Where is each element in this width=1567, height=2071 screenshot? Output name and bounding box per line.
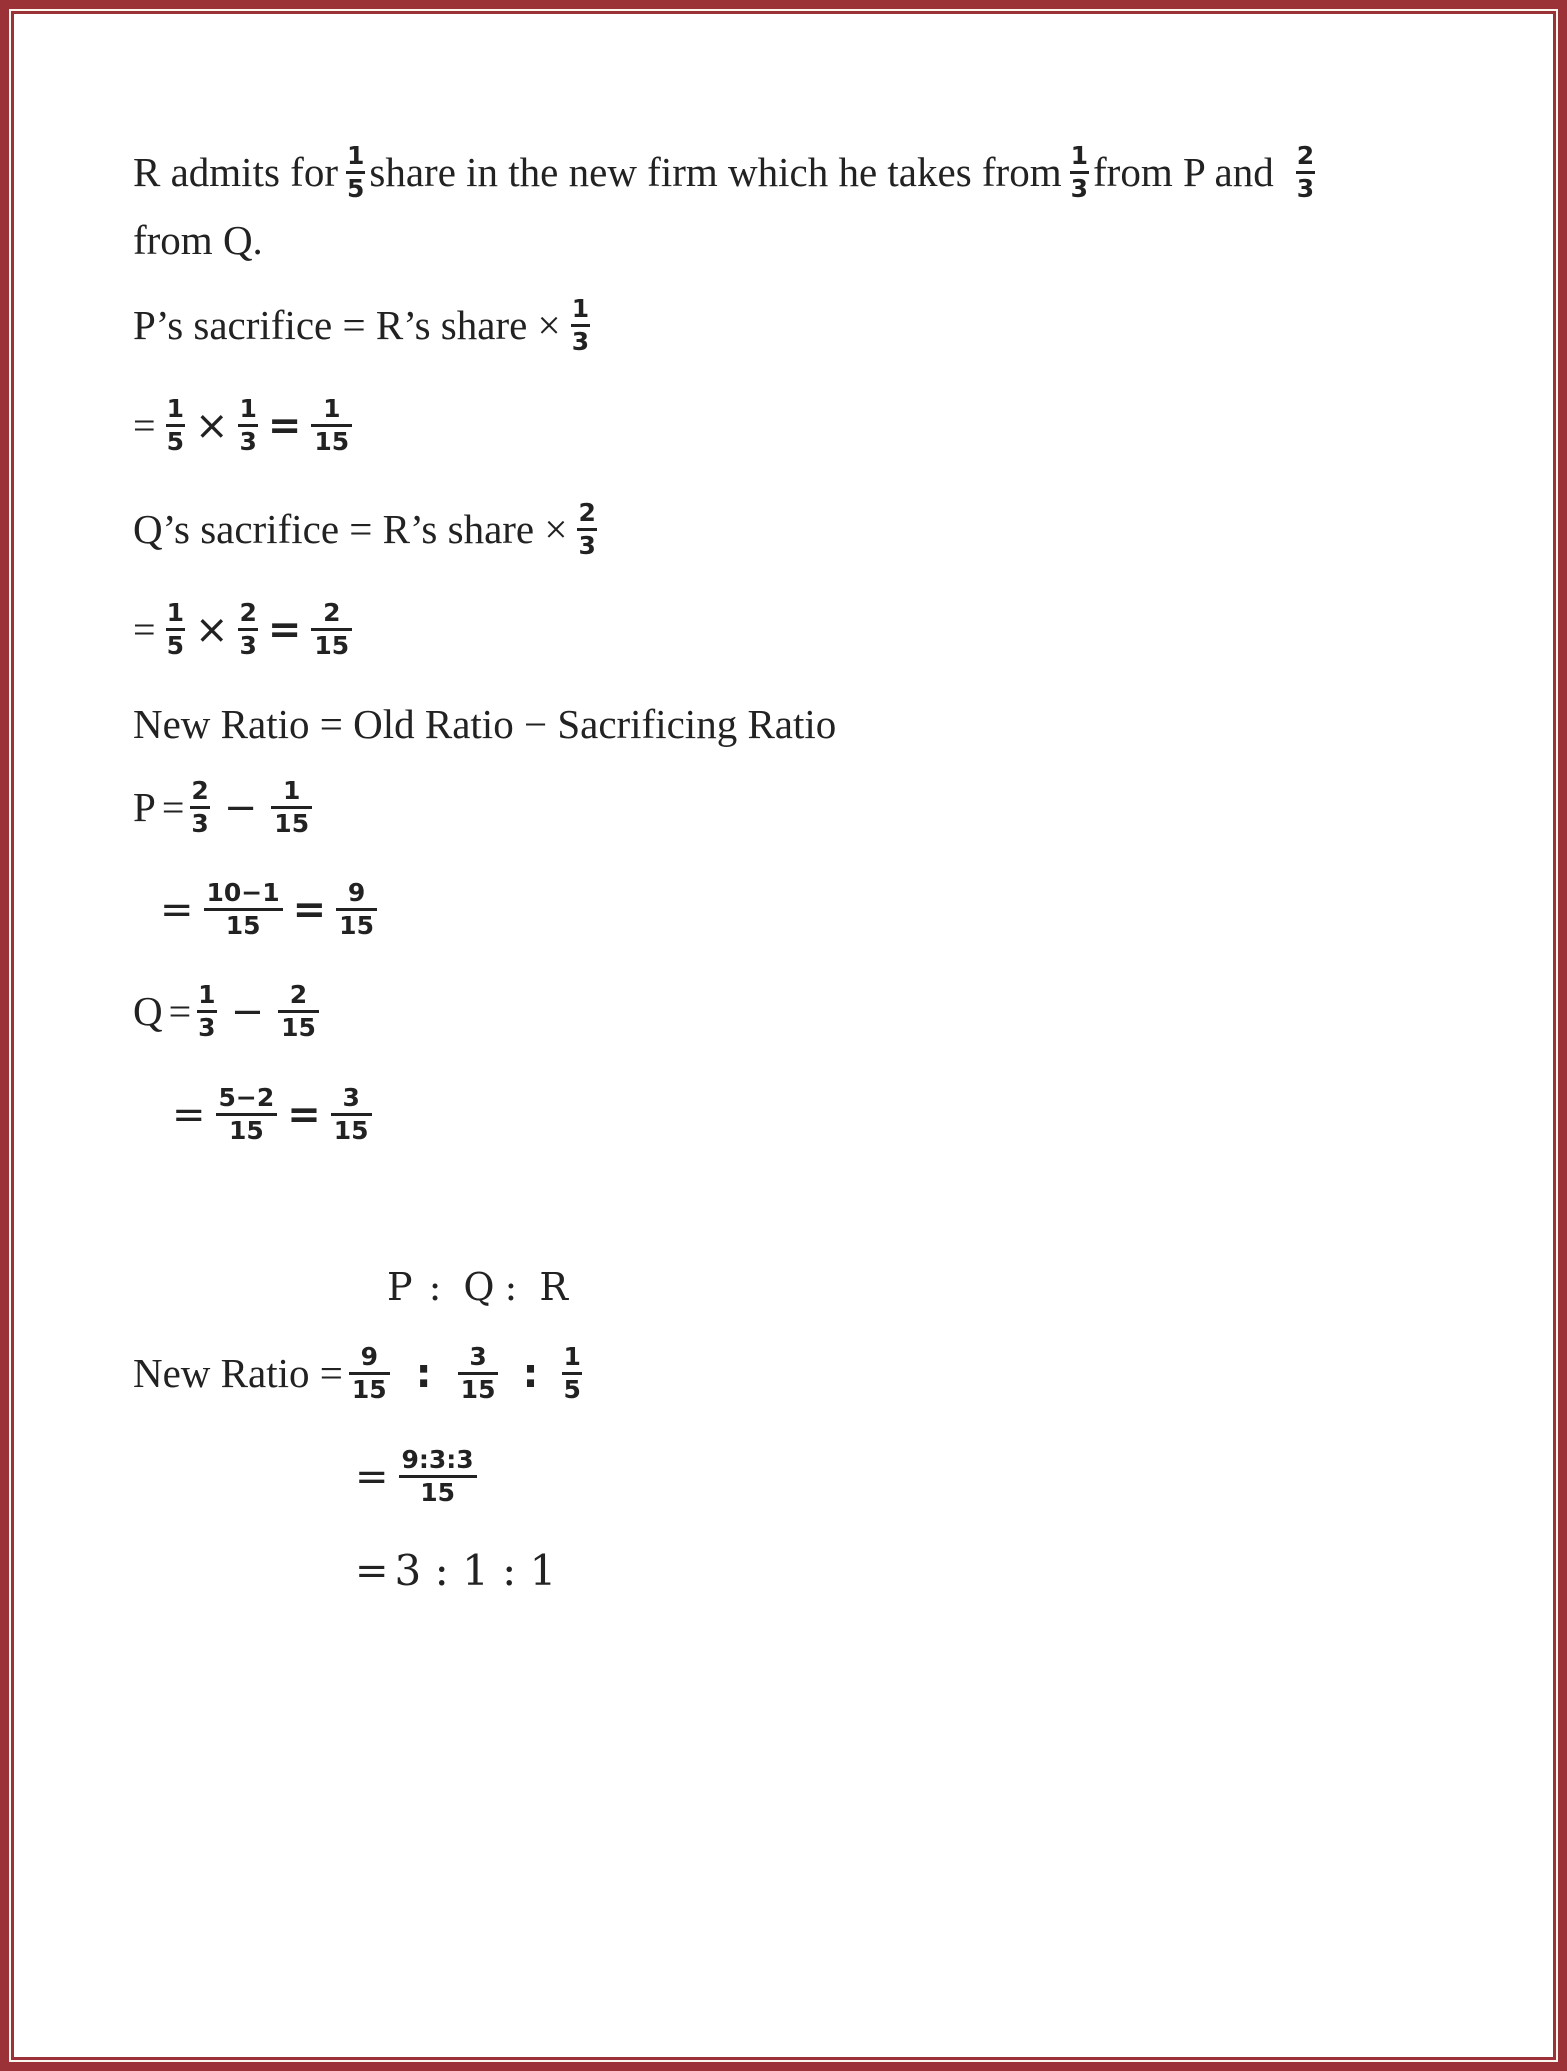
final-ratio-value: 3 : 1 : 1: [394, 1546, 557, 1595]
p-new-ratio-step: = $\frac{10-1}{15}$ = $\frac{9}{15}$: [160, 880, 381, 940]
q-sacrifice-label: Q’s sacrifice = R’s share ×: [133, 506, 568, 553]
q-new-ratio-step: = $\frac{5-2}{15}$ = $\frac{3}{15}$: [172, 1085, 376, 1145]
fraction: $\frac{1}{5}$: [166, 598, 184, 661]
fraction-r-share: $\frac{1}{5}$: [346, 141, 365, 204]
intro-text-4: from Q.: [133, 217, 263, 263]
q-new-ratio-calc: Q = $\frac{1}{3}$ − $\frac{2}{15}$: [133, 982, 323, 1042]
formula-line: [133, 701, 837, 747]
q-sacrifice-line: [133, 500, 601, 560]
intro-text-1: R admits for: [133, 149, 338, 196]
fraction: $\frac{2}{3}$: [191, 776, 209, 839]
p-sacrifice-calc: = $\frac{1}{5}$ × $\frac{1}{3}$ = $\frac{1}{15}$: [133, 396, 356, 456]
fraction: $\frac{10-1}{15}$: [204, 880, 283, 940]
p-sacrifice-label: P’s sacrifice = R’s share ×: [133, 302, 561, 349]
fraction: $\frac{2}{3}$: [239, 598, 257, 661]
intro-text-2: share in the new firm which he takes from: [369, 149, 1062, 196]
fraction: $\frac{1}{5}$: [166, 394, 184, 457]
p-new-ratio-calc: P = $\frac{2}{3}$ − $\frac{1}{15}$: [133, 778, 316, 838]
new-ratio-step: = $\frac{9:3:3}{15}$: [355, 1447, 481, 1507]
intro-line-1: [133, 143, 1319, 203]
fraction-from-p: $\frac{1}{3}$: [1070, 141, 1089, 204]
fraction-p: $\frac{9}{15}$: [349, 1344, 390, 1404]
new-ratio-line: New Ratio = $\frac{9}{15}$ : $\frac{3}{15}$ : $\frac{1}{5}$: [133, 1342, 581, 1405]
fraction: $\frac{1}{3}$: [239, 394, 257, 457]
fraction-result: $\frac{3}{15}$: [331, 1085, 372, 1145]
fraction-result: $\frac{2}{15}$: [311, 600, 352, 660]
intro-line-2: [133, 217, 263, 263]
q-sacrifice-calc: = $\frac{1}{5}$ × $\frac{2}{3}$ = $\frac{2}{15}$: [133, 600, 356, 660]
fraction-result: $\frac{9}{15}$: [336, 880, 377, 940]
fraction-q: $\frac{3}{15}$: [458, 1344, 499, 1404]
fraction: $\frac{1}{15}$: [271, 778, 312, 838]
fraction: $\frac{1}{3}$: [198, 980, 216, 1043]
fraction-from-q: $\frac{2}{3}$: [1296, 141, 1315, 204]
fraction-r: $\frac{1}{5}$: [563, 1342, 581, 1405]
fraction-result: $\frac{1}{15}$: [311, 396, 352, 456]
intro-text-3: from P and: [1093, 149, 1274, 196]
fraction: $\frac{2}{3}$: [578, 498, 596, 561]
new-ratio-final: = 3 : 1 : 1: [355, 1546, 557, 1595]
p-sacrifice-line: [133, 296, 594, 356]
ratio-header: P : Q : R: [387, 1265, 568, 1309]
fraction: $\frac{1}{3}$: [571, 294, 590, 357]
fraction: $\frac{2}{15}$: [278, 982, 319, 1042]
fraction: $\frac{9:3:3}{15}$: [399, 1447, 477, 1507]
fraction: $\frac{5-2}{15}$: [216, 1085, 278, 1145]
formula-text: New Ratio = Old Ratio − Sacrificing Ratio: [133, 701, 837, 747]
